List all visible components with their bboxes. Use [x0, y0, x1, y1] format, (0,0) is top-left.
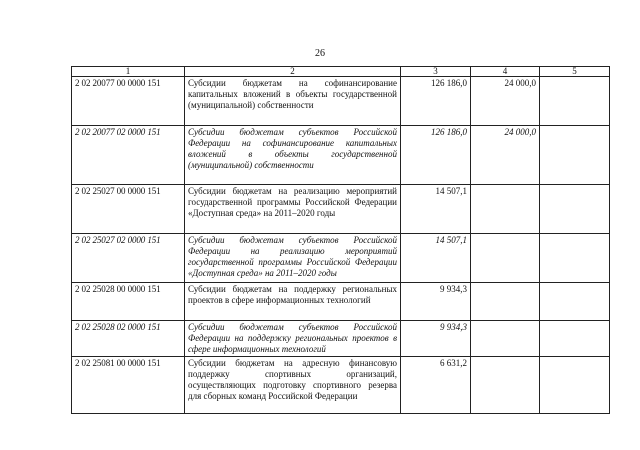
amount-col5-cell	[540, 321, 610, 357]
amount-col3-cell: 6 631,2	[401, 357, 471, 414]
budget-table	[71, 66, 610, 414]
amount-col4-cell	[471, 357, 540, 414]
amount-col3-cell: 14 507,1	[401, 185, 471, 234]
amount-col5-cell	[540, 185, 610, 234]
amount-col4-cell: 24 000,0	[471, 126, 540, 185]
column-header-5: 5	[540, 67, 610, 77]
column-header-3: 3	[401, 67, 471, 77]
table-row	[72, 234, 610, 283]
description-cell: Субсидии бюджетам субъектов Российской Федерации на поддержку региональных проектов в сфере информационных технологий	[185, 321, 401, 357]
table-row	[72, 126, 610, 185]
budget-code-cell: 2 02 25081 00 0000 151	[72, 357, 185, 414]
amount-col3-cell: 9 934,3	[401, 321, 471, 357]
amount-col4-cell	[471, 321, 540, 357]
column-header-1: 1	[72, 67, 185, 77]
amount-col4-cell	[471, 283, 540, 321]
amount-col4-cell: 24 000,0	[471, 77, 540, 126]
budget-code-cell: 2 02 20077 02 0000 151	[72, 126, 185, 185]
amount-col5-cell	[540, 357, 610, 414]
description-cell: Субсидии бюджетам субъектов Российской Федерации на софинансирование капитальных вложений в объекты государственной (муниципальной) собственности	[185, 126, 401, 185]
budget-code-cell: 2 02 20077 00 0000 151	[72, 77, 185, 126]
description-cell: Субсидии бюджетам субъектов Российской Федерации на реализацию мероприятий государственной программы Российской Федерации «Доступная среда» на 2011–2020 годы	[185, 234, 401, 283]
description-cell: Субсидии бюджетам на адресную финансовую поддержку спортивных организаций, осуществляющих подготовку спортивного резерва для сборных команд Российской Федерации	[185, 357, 401, 414]
description-cell: Субсидии бюджетам на реализацию мероприятий государственной программы Российской Федерации «Доступная среда» на 2011–2020 годы	[185, 185, 401, 234]
amount-col4-cell	[471, 185, 540, 234]
budget-code-cell: 2 02 25027 00 0000 151	[72, 185, 185, 234]
table-row	[72, 321, 610, 357]
amount-col5-cell	[540, 126, 610, 185]
amount-col5-cell	[540, 77, 610, 126]
column-header-4: 4	[471, 67, 540, 77]
budget-code-cell: 2 02 25028 02 0000 151	[72, 321, 185, 357]
amount-col3-cell: 9 934,3	[401, 283, 471, 321]
amount-col3-cell: 126 186,0	[401, 126, 471, 185]
description-cell: Субсидии бюджетам на софинансирование капитальных вложений в объекты государственной (муниципальной) собственности	[185, 77, 401, 126]
description-cell: Субсидии бюджетам на поддержку региональных проектов в сфере информационных технологий	[185, 283, 401, 321]
amount-col3-cell: 14 507,1	[401, 234, 471, 283]
page-number: 26	[315, 48, 325, 59]
table-row	[72, 283, 610, 321]
table-row	[72, 77, 610, 126]
budget-code-cell: 2 02 25028 00 0000 151	[72, 283, 185, 321]
table-row	[72, 357, 610, 414]
table-row	[72, 185, 610, 234]
amount-col5-cell	[540, 283, 610, 321]
amount-col3-cell: 126 186,0	[401, 77, 471, 126]
amount-col4-cell	[471, 234, 540, 283]
column-header-2: 2	[185, 67, 401, 77]
budget-code-cell: 2 02 25027 02 0000 151	[72, 234, 185, 283]
amount-col5-cell	[540, 234, 610, 283]
header-row	[72, 67, 610, 77]
